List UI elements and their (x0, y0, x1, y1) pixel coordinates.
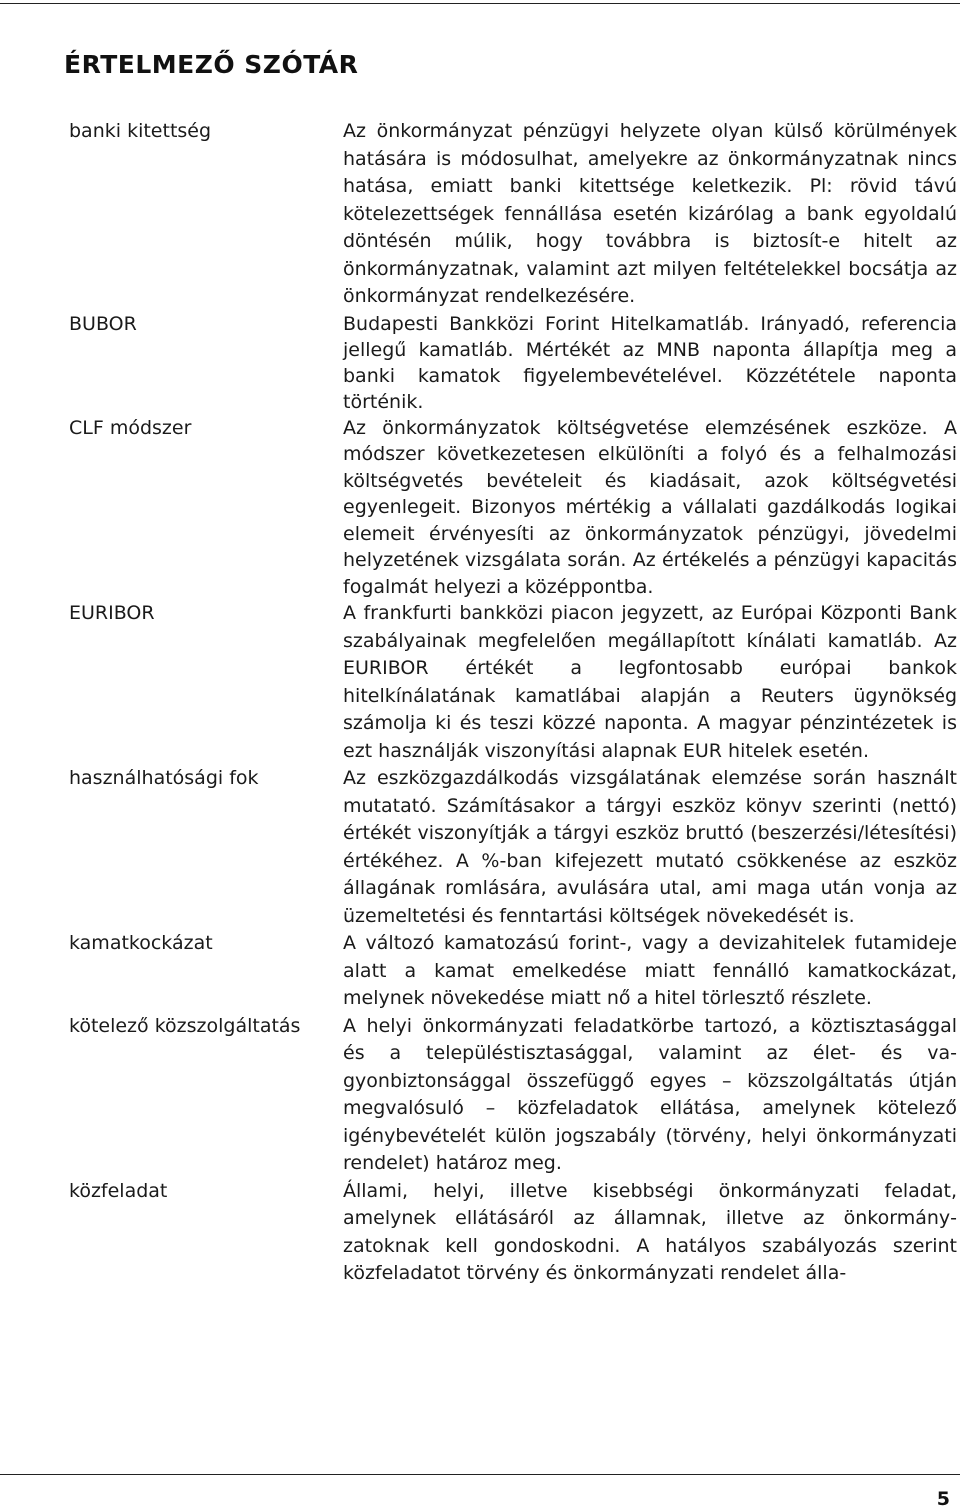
glossary-definition: Az önkormányzatok költségvetése elemzésének eszköze. A módszer következetesen elkülöníti a folyó és a felhalmozási költségvetés bevételeit és kiadásait, azok költségvetési egyenlegeit. Bizonyos mértékig a vállalati gazdálkodás logikai elemeit érvényesíti az önkormányzatok pénzügyi, jövedelmi helyzetének vizsgálata során. Az értékelés a pénzügyi kapacitás fogalmát helyezi a középpontba. (343, 416, 957, 598)
glossary-term: kötelező közszolgáltatás (69, 1014, 301, 1037)
glossary-entry-kozfeladat (69, 1178, 957, 1288)
glossary-entry-banki-kitettseg (69, 118, 957, 311)
glossary-entry-clf-modszer (69, 415, 957, 601)
glossary-definition: A helyi önkormányzati feladatkörbe tartozó, a köztisztasággal és a településtisztasággal, valamint az élet- és vagyonbiztonsággal összefüggő egyes – közszolgáltatás útján megvalósuló – közfeladatok ellátása, amelynek kötelező igénybevételét külön jogszabály (törvény, helyi önkormányzati rendelet) határoz meg. (343, 1014, 957, 1174)
bottom-rule (0, 1474, 960, 1475)
glossary-definition: A változó kamatozású forint-, vagy a devizahitelek futamideje alatt a kamat emelkedése miatt fennálló kamatkockázat, melynek növekedése miatt nő a hitel törlesztő részlete. (343, 932, 957, 1009)
page-number: 5 (936, 1488, 950, 1510)
glossary-term: közfeladat (69, 1179, 168, 1202)
glossary-list (69, 118, 957, 1288)
glossary-term: használhatósági fok (69, 767, 259, 789)
glossary-entry-kotelezo-kozszolgaltatas (69, 1013, 957, 1178)
glossary-entry-kamatkockazat (69, 930, 957, 1013)
glossary-definition: A frankfurti bankközi piacon jegyzett, az Európai Központi Bank szabályainak megfelelően megállapított kínálati kamatláb. Az EURIBOR értékét a legfontosabb európai bankok hitelkínálatának kamatlábai alapján a Reuters ügynökség számolja ki és teszi közzé naponta. A magyar pénzintézetek is ezt használják viszonyítási alapnak EUR hitelek esetén. (343, 602, 957, 762)
page-heading: ÉRTELMEZŐ SZÓTÁR (64, 50, 359, 79)
glossary-entry-hasznalhatosagi-fok (69, 765, 957, 930)
glossary-definition: Budapesti Bankközi Forint Hitelkamatláb. Irányadó, referencia jellegű kamatláb. Mértékét az MNB naponta állapítja meg a banki kamatok figyelembevételével. Közzététele naponta történik. (343, 312, 957, 413)
glossary-term: kamatkockázat (69, 932, 213, 954)
glossary-term: banki kitettség (69, 120, 212, 142)
glossary-entry-euribor (69, 600, 957, 765)
glossary-term: EURIBOR (69, 602, 155, 624)
glossary-definition: Az önkormányzat pénzügyi helyzete olyan külső körülmények hatására is módosulhat, amelyekre az önkormányzatnak nincs hatása, emiatt banki kitettsége keletkezik. Pl: rövid távú kötelezettségek fennállása esetén kizárólag a bank egyoldalú döntésén múlik, hogy továbbra is biztosít-e hitelt az önkormányzatnak, valamint azt milyen feltételekkel bocsátja az önkormányzat rendelkezésére. (343, 120, 957, 307)
top-rule (0, 3, 960, 4)
glossary-definition: Állami, helyi, illetve kisebbségi önkormányzati feladat, amelynek ellátásáról az államnak, illetve az önkormányzatoknak kell gondoskodni. A hatályos szabályozás szerint közfeladatot törvény és önkormányzati rendelet álla- (343, 1179, 957, 1284)
glossary-term: BUBOR (69, 312, 137, 335)
glossary-definition: Az eszközgazdálkodás vizsgálatának elemzése során használt mutatató. Számításakor a tárgyi eszköz könyv szerinti (nettó) értékét viszonyítják a tárgyi eszköz bruttó (beszerzési/létesítési) értékéhez. A %-ban kifejezett mutató csökkenése az eszköz állagának romlására, avulására utal, ami maga után vonja az üzemeltetési és fenntartási költségek növekedését is. (343, 767, 957, 927)
glossary-entry-bubor (69, 311, 957, 415)
glossary-term: CLF módszer (69, 416, 192, 439)
